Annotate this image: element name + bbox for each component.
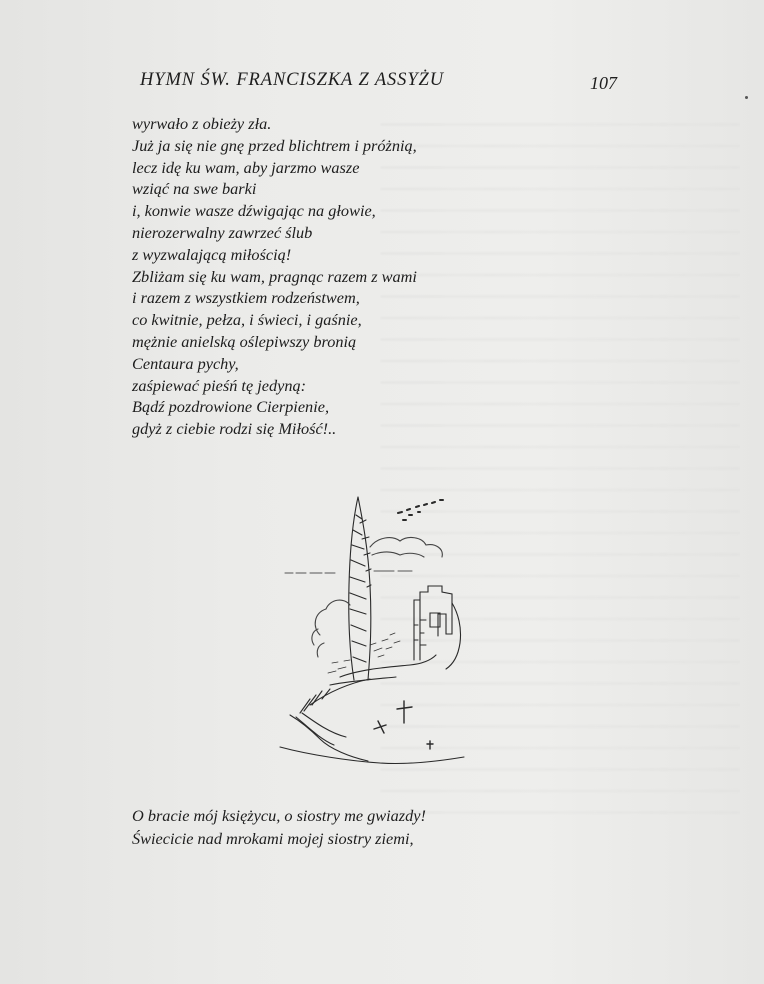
poem-line: mężnie anielską oślepiwszy bronią — [132, 331, 357, 351]
poem-line: O bracie mój księżycu, o siostry me gwiazdy! — [132, 806, 426, 825]
poem-line: Centaura pychy, — [132, 353, 239, 373]
running-header: HYMN ŚW. FRANCISZKA Z ASSYŻU — [140, 70, 444, 90]
poem-line: nierozerwalny zawrzeć ślub — [132, 222, 313, 242]
birds-flock — [398, 500, 443, 520]
hillside — [280, 655, 464, 764]
paper-speck — [745, 96, 748, 99]
closing-stanza — [132, 804, 426, 850]
poem-line: Już ja się nie gnę przed blichtrem i próżnią, — [132, 135, 417, 155]
poem-line: Bądź pozdrowione Cierpienie, — [132, 397, 330, 417]
poem-line: Świecicie nad mrokami mojej siostry ziemi, — [132, 829, 414, 848]
poem-line: z wyzwalającą miłością! — [132, 244, 292, 264]
poem-stanza — [132, 113, 417, 440]
cypress-tree — [349, 497, 371, 680]
poem-line: Zbliżam się ku wam, pragnąc razem z wami — [132, 266, 417, 286]
poem-line: lecz idę ku wam, aby jarzmo wasze — [132, 157, 360, 177]
poem-line: i, konwie wasze dźwigając na głowie, — [132, 201, 376, 221]
horizon-line — [285, 571, 412, 573]
poem-line: i razem z wszystkiem rodzeństwem, — [132, 288, 360, 308]
crosses — [374, 701, 433, 749]
clouds — [312, 538, 442, 657]
ruined-wall — [414, 586, 461, 669]
poem-line: zaśpiewać pieśń tę jedyną: — [132, 375, 307, 395]
cypress-ruins-illustration — [270, 485, 480, 775]
poem-line: wziąć na swe barki — [132, 179, 257, 199]
page-number: 107 — [590, 73, 617, 93]
poem-line: gdyż z ciebie rodzi się Miłość!.. — [132, 419, 337, 439]
poem-line: co kwitnie, pełza, i świeci, i gaśnie, — [132, 310, 362, 330]
poem-line: wyrwało z obieży zła. — [132, 114, 272, 133]
